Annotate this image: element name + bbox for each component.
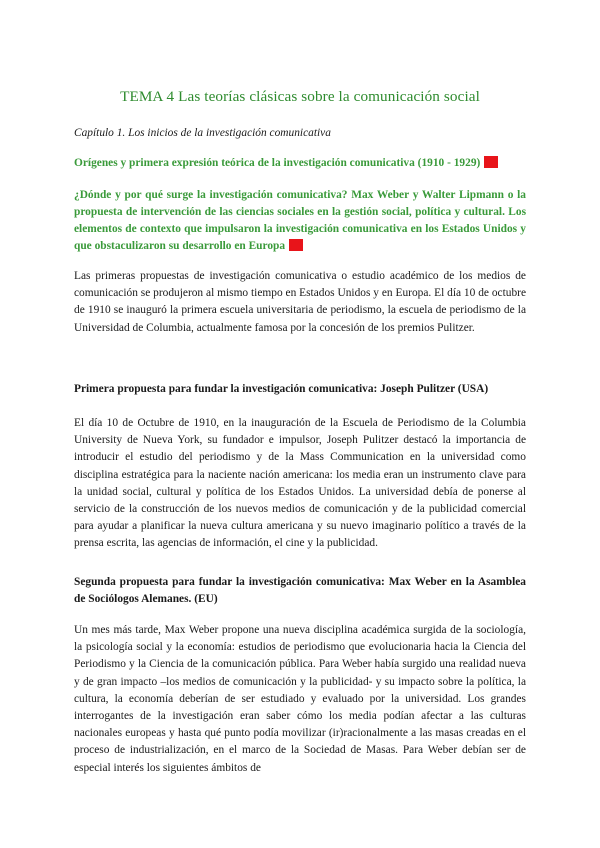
section-heading-origins (74, 155, 526, 172)
subheading-weber: Segunda propuesta para fundar la investigación comunicativa: Max Weber en la Asamblea de Sociólogos Alemanes. (EU) (74, 576, 526, 605)
paragraph-pulitzer: El día 10 de Octubre de 1910, en la inauguración de la Escuela de Periodismo de la Columbia University de Nueva York, su fundador e impulsor, Joseph Pulitzer destacó la importancia de introducir el estudio del periodismo y de la Mass Communication en la universidad como disciplina estratégica para la naciente nación americana: los media eran un instrumento clave para la unidad social, cultural y política de los Estados Unidos. La universidad debía de ponerse al servicio de la construcción de los nuevos medios de comunicación y de la publicidad comercial para ayudar a planificar la nueva cultura americana y su nuevo imaginario político a través de la prensa escrita, las agencias de información, el cine y la publicidad. (74, 417, 526, 550)
page-title: TEMA 4 Las teorías clásicas sobre la comunicación social (120, 88, 480, 105)
subheading-pulitzer: Primera propuesta para fundar la investigación comunicativa: Joseph Pulitzer (USA) (74, 383, 489, 395)
section-heading-origins-text: Orígenes y primera expresión teórica de la investigación comunicativa (1910 - 1929) (74, 157, 481, 169)
section-heading-question (74, 187, 526, 255)
chapter-heading: Capítulo 1. Los inicios de la investigación comunicativa (74, 127, 331, 139)
paragraph-weber: Un mes más tarde, Max Weber propone una nueva disciplina académica surgida de la sociología, la psicología social y la economía: estudios de periodismo que evolucionaria hacia la Ciencia del Periodismo y la Ciencia de la comunicación pública. Para Weber había surgido una realidad nueva y de gran impacto –los medios de comunicación y la publicidad- y su impacto sobre la política, la cultura, la economía deberían de ser estudiado y evaluado por la universidad. Los grandes interrogantes de la investigación eran saber cómo los media podían afectar a las culturas nacionales europeas y hasta qué punto podía movilizar (ir)racionalmente a las masas creadas en el proceso de industrialización, en el marco de la Sociedad de Masas. Para Weber debían ser de especial interés los siguientes ámbitos de (74, 624, 526, 774)
section-heading-question-text: ¿Dónde y por qué surge la investigación comunicativa? Max Weber y Walter Lipmann o la propuesta de intervención de las ciencias sociales en la gestión social, política y cultural. Los elementos de contexto que impulsaron la investigación comunicativa en los Estados Unidos y que obstaculizaron su desarrollo en Europa (74, 189, 526, 252)
red-marker-icon (484, 156, 498, 168)
red-marker-icon (289, 239, 303, 251)
paragraph-intro: Las primeras propuestas de investigación comunicativa o estudio académico de los medios de comunicación se produjeron al mismo tiempo en Estados Unidos y en Europa. El día 10 de octubre de 1910 se inauguró la primera escuela universitaria de periodismo, la escuela de periodismo de la Universidad de Columbia, actualmente famosa por la concesión de los premios Pulitzer. (74, 270, 526, 334)
